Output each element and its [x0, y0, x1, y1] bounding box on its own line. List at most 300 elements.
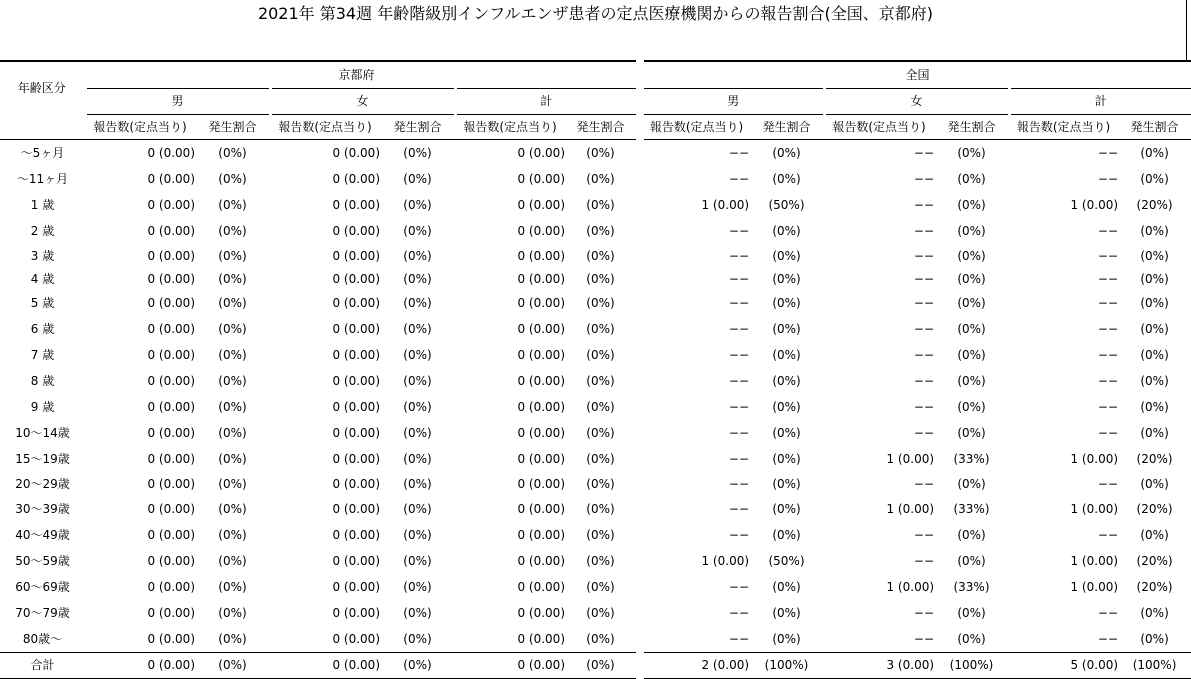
kyoto-male-count-cell: 0 (0.00) — [147, 374, 195, 388]
kyoto-total-count-cell: 0 (0.00) — [517, 554, 565, 568]
age-label: 60〜69歳 — [15, 580, 70, 594]
age-label: 5 歳 — [30, 296, 55, 310]
national-female-rate-cell: (0%) — [957, 322, 986, 336]
age-label: 3 歳 — [30, 249, 55, 263]
kyoto-total-rate-cell: (0%) — [565, 290, 640, 316]
national-female-count-cell: −− — [913, 631, 935, 646]
sex-header-kyoto-total: 計 — [455, 88, 640, 114]
col-header-count: 報告数(定点当り) — [455, 114, 565, 139]
national-female-rate-cell: (0%) — [957, 400, 986, 414]
kyoto-female-count-cell: 0 (0.00) — [332, 249, 380, 263]
col-header-count: 報告数(定点当り) — [270, 114, 380, 139]
col-header-count: 報告数(定点当り) — [640, 114, 749, 139]
kyoto-female-rate-cell: (0%) — [403, 580, 432, 594]
age-label: 20〜29歳 — [15, 477, 70, 491]
table-row — [0, 268, 1191, 290]
kyoto-total-rate-cell: (0%) — [565, 368, 640, 394]
kyoto-male-count-cell: 0 (0.00) — [147, 322, 195, 336]
national-female-rate-cell: (0%) — [957, 224, 986, 238]
national-male-count-cell: −− — [728, 631, 750, 646]
col-header-rate: 発生割合 — [934, 114, 1009, 139]
sex-header-kyoto-female: 女 — [270, 88, 455, 114]
national-total-rate-cell: (0%) — [1140, 348, 1169, 362]
kyoto-female-rate-cell: (0%) — [403, 477, 432, 491]
kyoto-female-count-cell: 0 (0.00) — [332, 426, 380, 440]
national-female-rate-cell: (0%) — [957, 272, 986, 286]
kyoto-total-rate-cell: (0%) — [565, 166, 640, 192]
national-female-count-cell: −− — [913, 528, 935, 542]
kyoto-male-count-cell: 0 (0.00) — [147, 272, 195, 286]
kyoto-female-rate-cell: (0%) — [403, 400, 432, 414]
age-label: 7 歳 — [30, 348, 55, 362]
national-total-rate-cell: (0%) — [1140, 400, 1169, 414]
national-total-count-cell: −− — [1097, 528, 1119, 542]
national-female-rate-cell: (0%) — [957, 477, 986, 491]
age-label: 70〜79歳 — [15, 606, 70, 620]
national-total-count-cell: −− — [1097, 172, 1119, 186]
table-row — [0, 548, 1191, 574]
national-total-rate-cell: (0%) — [1140, 296, 1169, 310]
national-male-rate-cell: (100%) — [749, 652, 824, 678]
national-female-rate-cell: (0%) — [957, 249, 986, 263]
national-female-count-cell: −− — [913, 400, 935, 414]
table-row — [0, 218, 1191, 244]
national-total-count-cell: 1 (0.00) — [1070, 502, 1119, 516]
national-total-count-cell: −− — [1097, 606, 1119, 620]
table-row — [0, 368, 1191, 394]
kyoto-male-count-cell: 0 (0.00) — [147, 348, 195, 362]
kyoto-total-count-cell: 0 (0.00) — [517, 400, 565, 414]
table-row — [0, 522, 1191, 548]
kyoto-total-count-cell: 0 (0.00) — [517, 249, 565, 263]
kyoto-total-rate-cell: (0%) — [565, 192, 640, 218]
kyoto-male-count-cell: 0 (0.00) — [147, 477, 195, 491]
national-total-rate-cell: (20%) — [1136, 198, 1173, 212]
col-header-count: 報告数(定点当り) — [1009, 114, 1118, 139]
kyoto-male-count-cell: 0 (0.00) — [85, 652, 195, 678]
kyoto-female-rate-cell: (0%) — [403, 554, 432, 568]
kyoto-female-count-cell: 0 (0.00) — [332, 477, 380, 491]
national-female-rate-cell: (0%) — [957, 296, 986, 310]
national-female-count-cell: −− — [913, 198, 935, 212]
col-header-rate: 発生割合 — [749, 114, 824, 139]
kyoto-male-rate-cell: (0%) — [218, 606, 247, 620]
kyoto-total-rate-cell: (0%) — [565, 600, 640, 626]
national-male-count-cell: 1 (0.00) — [701, 554, 750, 568]
national-male-rate-cell: (0%) — [772, 224, 801, 238]
national-female-count-cell: 3 (0.00) — [824, 652, 934, 678]
kyoto-total-count-cell: 0 (0.00) — [517, 224, 565, 238]
kyoto-total-count-cell: 0 (0.00) — [517, 528, 565, 542]
header-row-sex — [0, 88, 1191, 114]
national-male-count-cell: −− — [728, 502, 750, 516]
table-row — [0, 192, 1191, 218]
national-female-rate-cell: (0%) — [957, 145, 986, 160]
kyoto-female-rate-cell: (0%) — [403, 502, 432, 516]
national-total-rate-cell: (0%) — [1140, 145, 1169, 160]
col-header-rate: 発生割合 — [1118, 114, 1191, 139]
kyoto-total-count-cell: 0 (0.00) — [517, 198, 565, 212]
national-female-rate-cell: (33%) — [953, 580, 990, 594]
table-total-row — [0, 652, 1191, 678]
national-total-count-cell: −− — [1097, 272, 1119, 286]
national-total-count-cell: 1 (0.00) — [1070, 580, 1119, 594]
kyoto-male-rate-cell: (0%) — [218, 477, 247, 491]
kyoto-male-rate-cell: (0%) — [218, 296, 247, 310]
national-male-count-cell: −− — [728, 322, 750, 336]
national-male-rate-cell: (0%) — [772, 426, 801, 440]
kyoto-female-count-cell: 0 (0.00) — [332, 272, 380, 286]
national-male-count-cell: −− — [728, 528, 750, 542]
kyoto-male-count-cell: 0 (0.00) — [147, 145, 195, 160]
table-row — [0, 496, 1191, 522]
national-male-count-cell: 2 (0.00) — [640, 652, 749, 678]
national-male-rate-cell: (0%) — [772, 348, 801, 362]
national-female-count-cell: −− — [913, 272, 935, 286]
kyoto-female-count-cell: 0 (0.00) — [332, 348, 380, 362]
national-male-rate-cell: (50%) — [768, 198, 805, 212]
national-male-rate-cell: (0%) — [772, 249, 801, 263]
kyoto-male-rate-cell: (0%) — [218, 631, 247, 646]
national-female-count-cell: −− — [913, 426, 935, 440]
kyoto-total-rate-cell: (0%) — [565, 342, 640, 368]
age-label: 〜5ヶ月 — [20, 145, 65, 160]
kyoto-male-count-cell: 0 (0.00) — [147, 296, 195, 310]
national-total-count-cell: −− — [1097, 348, 1119, 362]
national-total-rate-cell: (0%) — [1140, 272, 1169, 286]
kyoto-female-count-cell: 0 (0.00) — [332, 296, 380, 310]
national-male-rate-cell: (0%) — [772, 477, 801, 491]
national-female-count-cell: 1 (0.00) — [886, 502, 935, 516]
kyoto-female-rate-cell: (0%) — [403, 426, 432, 440]
national-female-rate-cell: (0%) — [957, 426, 986, 440]
age-label: 10〜14歳 — [15, 426, 70, 440]
national-female-count-cell: −− — [913, 606, 935, 620]
kyoto-male-count-cell: 0 (0.00) — [147, 580, 195, 594]
kyoto-female-rate-cell: (0%) — [403, 452, 432, 466]
table-row — [0, 316, 1191, 342]
kyoto-male-rate-cell: (0%) — [218, 502, 247, 516]
national-total-count-cell: −− — [1097, 400, 1119, 414]
header-spacer — [0, 114, 85, 139]
age-label: 30〜39歳 — [15, 502, 70, 516]
influenza-table — [0, 60, 1191, 679]
kyoto-total-rate-cell: (0%) — [565, 139, 640, 166]
kyoto-total-rate-cell: (0%) — [565, 626, 640, 652]
kyoto-total-rate-cell: (0%) — [565, 394, 640, 420]
national-male-rate-cell: (0%) — [772, 172, 801, 186]
kyoto-total-count-cell: 0 (0.00) — [455, 652, 565, 678]
table-row — [0, 342, 1191, 368]
right-border — [1186, 0, 1187, 60]
kyoto-female-rate-cell: (0%) — [403, 224, 432, 238]
kyoto-total-rate-cell: (0%) — [565, 420, 640, 446]
national-total-rate-cell: (0%) — [1140, 322, 1169, 336]
national-total-count-cell: 1 (0.00) — [1070, 554, 1119, 568]
national-female-rate-cell: (0%) — [957, 374, 986, 388]
national-female-rate-cell: (0%) — [957, 348, 986, 362]
table-row — [0, 290, 1191, 316]
national-male-rate-cell: (0%) — [772, 400, 801, 414]
kyoto-total-rate-cell: (0%) — [565, 244, 640, 268]
national-female-rate-cell: (0%) — [957, 528, 986, 542]
national-total-count-cell: −− — [1097, 631, 1119, 646]
kyoto-male-rate-cell: (0%) — [218, 554, 247, 568]
national-female-count-cell: −− — [913, 374, 935, 388]
kyoto-female-count-cell: 0 (0.00) — [332, 224, 380, 238]
national-female-rate-cell: (100%) — [934, 652, 1009, 678]
header-row-regions — [0, 61, 1191, 88]
kyoto-total-rate-cell: (0%) — [565, 218, 640, 244]
national-female-count-cell: 1 (0.00) — [886, 452, 935, 466]
kyoto-total-rate-cell: (0%) — [565, 548, 640, 574]
kyoto-male-rate-cell: (0%) — [218, 400, 247, 414]
national-total-count-cell: −− — [1097, 322, 1119, 336]
national-male-count-cell: −− — [728, 452, 750, 466]
sex-header-national-female: 女 — [824, 88, 1009, 114]
kyoto-total-count-cell: 0 (0.00) — [517, 502, 565, 516]
national-total-rate-cell: (20%) — [1136, 502, 1173, 516]
age-label: 〜11ヶ月 — [16, 172, 69, 186]
kyoto-male-count-cell: 0 (0.00) — [147, 554, 195, 568]
national-female-count-cell: −− — [913, 477, 935, 491]
kyoto-female-rate-cell: (0%) — [403, 249, 432, 263]
national-female-count-cell: 1 (0.00) — [886, 580, 935, 594]
kyoto-female-count-cell: 0 (0.00) — [332, 452, 380, 466]
national-male-count-cell: −− — [728, 400, 750, 414]
age-label: 合計 — [0, 652, 85, 678]
national-female-count-cell: −− — [913, 145, 935, 160]
kyoto-total-count-cell: 0 (0.00) — [517, 426, 565, 440]
table-row — [0, 244, 1191, 268]
national-male-rate-cell: (0%) — [772, 296, 801, 310]
national-total-rate-cell: (0%) — [1140, 426, 1169, 440]
national-total-rate-cell: (0%) — [1140, 606, 1169, 620]
national-male-count-cell: −− — [728, 606, 750, 620]
kyoto-female-count-cell: 0 (0.00) — [332, 580, 380, 594]
kyoto-male-rate-cell: (0%) — [218, 426, 247, 440]
kyoto-male-rate-cell: (0%) — [218, 374, 247, 388]
kyoto-male-rate-cell: (0%) — [218, 322, 247, 336]
kyoto-total-count-cell: 0 (0.00) — [517, 296, 565, 310]
kyoto-female-count-cell: 0 (0.00) — [332, 374, 380, 388]
kyoto-female-count-cell: 0 (0.00) — [332, 554, 380, 568]
national-total-rate-cell: (0%) — [1140, 631, 1169, 646]
kyoto-male-count-cell: 0 (0.00) — [147, 452, 195, 466]
age-label: 8 歳 — [30, 374, 55, 388]
kyoto-total-count-cell: 0 (0.00) — [517, 631, 565, 646]
national-total-rate-cell: (0%) — [1140, 172, 1169, 186]
kyoto-male-rate-cell: (0%) — [218, 272, 247, 286]
national-male-rate-cell: (0%) — [772, 502, 801, 516]
kyoto-male-rate-cell: (0%) — [218, 528, 247, 542]
kyoto-male-count-cell: 0 (0.00) — [147, 528, 195, 542]
national-total-rate-cell: (100%) — [1118, 652, 1191, 678]
national-male-count-cell: −− — [728, 348, 750, 362]
kyoto-male-count-cell: 0 (0.00) — [147, 400, 195, 414]
table-row — [0, 626, 1191, 652]
kyoto-total-rate-cell: (0%) — [565, 496, 640, 522]
national-female-count-cell: −− — [913, 172, 935, 186]
kyoto-total-count-cell: 0 (0.00) — [517, 322, 565, 336]
national-female-rate-cell: (0%) — [957, 554, 986, 568]
national-total-count-cell: −− — [1097, 477, 1119, 491]
national-male-rate-cell: (0%) — [772, 145, 801, 160]
national-female-rate-cell: (0%) — [957, 198, 986, 212]
kyoto-total-rate-cell: (0%) — [565, 268, 640, 290]
kyoto-female-count-cell: 0 (0.00) — [332, 400, 380, 414]
national-total-rate-cell: (0%) — [1140, 224, 1169, 238]
table-row — [0, 420, 1191, 446]
national-female-count-cell: −− — [913, 249, 935, 263]
age-label: 9 歳 — [30, 400, 55, 414]
national-total-count-cell: 1 (0.00) — [1070, 452, 1119, 466]
national-total-count-cell: −− — [1097, 145, 1119, 160]
national-female-count-cell: −− — [913, 322, 935, 336]
age-label: 1 歳 — [30, 198, 55, 212]
kyoto-female-count-cell: 0 (0.00) — [270, 652, 380, 678]
age-label: 50〜59歳 — [15, 554, 70, 568]
national-female-rate-cell: (33%) — [953, 452, 990, 466]
age-label: 4 歳 — [30, 272, 55, 286]
kyoto-total-rate-cell: (0%) — [565, 652, 640, 678]
kyoto-total-count-cell: 0 (0.00) — [517, 477, 565, 491]
kyoto-male-rate-cell: (0%) — [218, 348, 247, 362]
table-row — [0, 446, 1191, 472]
national-female-count-cell: −− — [913, 554, 935, 568]
table-row — [0, 574, 1191, 600]
kyoto-male-count-cell: 0 (0.00) — [147, 224, 195, 238]
kyoto-female-rate-cell: (0%) — [380, 652, 455, 678]
national-male-count-cell: −− — [728, 296, 750, 310]
table-body — [0, 61, 1191, 678]
kyoto-female-rate-cell: (0%) — [403, 272, 432, 286]
national-female-count-cell: −− — [913, 224, 935, 238]
kyoto-male-rate-cell: (0%) — [218, 580, 247, 594]
national-male-rate-cell: (50%) — [768, 554, 805, 568]
national-total-rate-cell: (0%) — [1140, 249, 1169, 263]
national-male-count-cell: −− — [728, 272, 750, 286]
kyoto-male-count-cell: 0 (0.00) — [147, 631, 195, 646]
age-label: 80歳〜 — [22, 631, 63, 646]
kyoto-male-rate-cell: (0%) — [218, 224, 247, 238]
kyoto-male-rate-cell: (0%) — [218, 452, 247, 466]
age-label: 6 歳 — [30, 322, 55, 336]
sex-header-kyoto-male: 男 — [85, 88, 270, 114]
col-header-rate: 発生割合 — [380, 114, 455, 139]
kyoto-total-count-cell: 0 (0.00) — [517, 172, 565, 186]
kyoto-male-count-cell: 0 (0.00) — [147, 502, 195, 516]
kyoto-total-count-cell: 0 (0.00) — [517, 348, 565, 362]
national-male-count-cell: −− — [728, 145, 750, 160]
table-row — [0, 472, 1191, 496]
national-total-rate-cell: (20%) — [1136, 452, 1173, 466]
col-header-count: 報告数(定点当り) — [824, 114, 934, 139]
page-title: 2021年 第34週 年齢階級別インフルエンザ患者の定点医療機関からの報告割合(全国、京都府) — [257, 4, 934, 23]
kyoto-female-rate-cell: (0%) — [403, 172, 432, 186]
kyoto-male-count-cell: 0 (0.00) — [147, 606, 195, 620]
national-total-rate-cell: (20%) — [1136, 554, 1173, 568]
kyoto-male-rate-cell: (0%) — [218, 145, 247, 160]
national-male-count-cell: −− — [728, 580, 750, 594]
national-male-count-cell: −− — [728, 224, 750, 238]
age-label: 2 歳 — [30, 224, 55, 238]
national-total-count-cell: 5 (0.00) — [1009, 652, 1118, 678]
national-female-rate-cell: (0%) — [957, 606, 986, 620]
national-total-count-cell: 1 (0.00) — [1070, 198, 1119, 212]
national-male-count-cell: −− — [728, 477, 750, 491]
kyoto-male-rate-cell: (0%) — [218, 249, 247, 263]
national-male-rate-cell: (0%) — [772, 580, 801, 594]
national-total-rate-cell: (0%) — [1140, 477, 1169, 491]
national-male-rate-cell: (0%) — [772, 272, 801, 286]
national-female-count-cell: −− — [913, 348, 935, 362]
kyoto-female-count-cell: 0 (0.00) — [332, 145, 380, 160]
national-total-rate-cell: (20%) — [1136, 580, 1173, 594]
kyoto-male-count-cell: 0 (0.00) — [147, 249, 195, 263]
kyoto-total-count-cell: 0 (0.00) — [517, 374, 565, 388]
national-female-rate-cell: (33%) — [953, 502, 990, 516]
kyoto-male-count-cell: 0 (0.00) — [147, 172, 195, 186]
kyoto-female-count-cell: 0 (0.00) — [332, 631, 380, 646]
kyoto-female-rate-cell: (0%) — [403, 296, 432, 310]
national-male-count-cell: −− — [728, 374, 750, 388]
kyoto-total-count-cell: 0 (0.00) — [517, 452, 565, 466]
national-male-rate-cell: (0%) — [772, 631, 801, 646]
kyoto-male-count-cell: 0 (0.00) — [147, 198, 195, 212]
national-male-count-cell: −− — [728, 426, 750, 440]
sex-header-national-male: 男 — [640, 88, 824, 114]
kyoto-female-rate-cell: (0%) — [403, 631, 432, 646]
kyoto-total-rate-cell: (0%) — [565, 316, 640, 342]
kyoto-female-count-cell: 0 (0.00) — [332, 322, 380, 336]
national-total-count-cell: −− — [1097, 249, 1119, 263]
col-header-rate: 発生割合 — [195, 114, 270, 139]
kyoto-female-rate-cell: (0%) — [403, 374, 432, 388]
kyoto-total-rate-cell: (0%) — [565, 446, 640, 472]
kyoto-total-count-cell: 0 (0.00) — [517, 606, 565, 620]
national-total-count-cell: −− — [1097, 224, 1119, 238]
kyoto-female-rate-cell: (0%) — [403, 528, 432, 542]
national-total-rate-cell: (0%) — [1140, 374, 1169, 388]
sex-header-national-total: 計 — [1009, 88, 1191, 114]
national-total-rate-cell: (0%) — [1140, 528, 1169, 542]
age-label: 15〜19歳 — [15, 452, 70, 466]
kyoto-total-rate-cell: (0%) — [565, 522, 640, 548]
kyoto-female-rate-cell: (0%) — [403, 606, 432, 620]
table-row — [0, 394, 1191, 420]
kyoto-male-count-cell: 0 (0.00) — [147, 426, 195, 440]
national-total-count-cell: −− — [1097, 374, 1119, 388]
national-male-count-cell: −− — [728, 172, 750, 186]
table-row — [0, 139, 1191, 166]
header-row-columns — [0, 114, 1191, 139]
age-label: 40〜49歳 — [15, 528, 70, 542]
kyoto-female-rate-cell: (0%) — [403, 348, 432, 362]
kyoto-total-count-cell: 0 (0.00) — [517, 272, 565, 286]
national-male-rate-cell: (0%) — [772, 452, 801, 466]
col-header-rate: 発生割合 — [565, 114, 640, 139]
kyoto-female-count-cell: 0 (0.00) — [332, 502, 380, 516]
table-row — [0, 166, 1191, 192]
region-header-national: 全国 — [640, 61, 1191, 88]
kyoto-male-rate-cell: (0%) — [195, 652, 270, 678]
kyoto-total-count-cell: 0 (0.00) — [517, 145, 565, 160]
kyoto-male-rate-cell: (0%) — [218, 172, 247, 186]
national-female-count-cell: −− — [913, 296, 935, 310]
national-male-count-cell: 1 (0.00) — [701, 198, 750, 212]
national-total-count-cell: −− — [1097, 426, 1119, 440]
